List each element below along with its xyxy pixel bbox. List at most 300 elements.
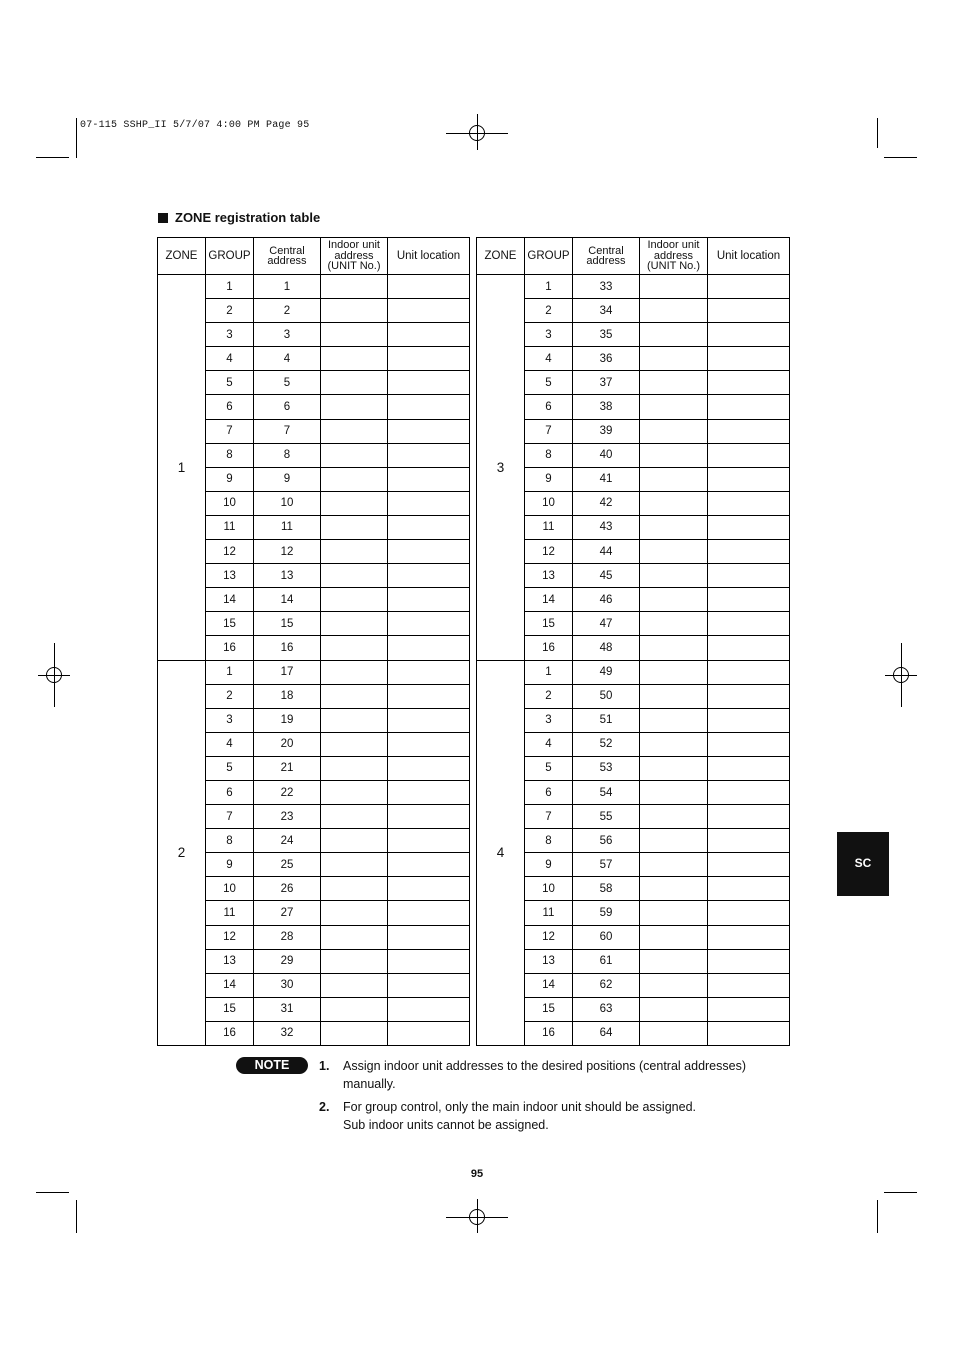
indoor-unit-address-cell[interactable] xyxy=(640,949,708,973)
indoor-unit-address-cell[interactable] xyxy=(321,780,388,804)
table-row xyxy=(477,660,790,684)
group-cell: 5 xyxy=(525,371,573,395)
indoor-unit-address-cell[interactable] xyxy=(321,419,388,443)
group-cell: 14 xyxy=(206,973,254,997)
unit-location-cell[interactable] xyxy=(388,443,470,467)
central-address-cell: 48 xyxy=(573,636,640,660)
unit-location-cell[interactable] xyxy=(708,299,790,323)
group-cell: 10 xyxy=(206,491,254,515)
group-cell: 15 xyxy=(525,997,573,1021)
indoor-unit-address-cell[interactable] xyxy=(640,780,708,804)
group-cell: 6 xyxy=(206,395,254,419)
indoor-unit-address-cell[interactable] xyxy=(640,515,708,539)
group-cell: 3 xyxy=(525,323,573,347)
indoor-unit-address-cell[interactable] xyxy=(321,491,388,515)
unit-location-cell[interactable] xyxy=(708,467,790,491)
group-cell: 16 xyxy=(206,636,254,660)
square-bullet-icon xyxy=(158,213,168,223)
unit-location-cell[interactable] xyxy=(708,588,790,612)
header-indoor-unit-address xyxy=(321,238,388,275)
table-row xyxy=(158,660,470,684)
indoor-unit-address-cell[interactable] xyxy=(321,588,388,612)
note-line: For group control, only the main indoor unit should be assigned. xyxy=(343,1100,696,1114)
central-address-cell: 39 xyxy=(573,419,640,443)
unit-location-cell[interactable] xyxy=(388,299,470,323)
unit-location-cell[interactable] xyxy=(388,684,470,708)
indoor-unit-address-cell[interactable] xyxy=(321,660,388,684)
unit-location-cell[interactable] xyxy=(388,515,470,539)
indoor-unit-address-cell[interactable] xyxy=(640,323,708,347)
indoor-unit-address-cell[interactable] xyxy=(321,853,388,877)
central-address-cell: 3 xyxy=(254,323,321,347)
group-cell: 8 xyxy=(206,829,254,853)
central-address-cell: 52 xyxy=(573,732,640,756)
central-address-cell: 8 xyxy=(254,443,321,467)
unit-location-cell[interactable] xyxy=(388,491,470,515)
unit-location-cell[interactable] xyxy=(708,973,790,997)
central-address-cell: 25 xyxy=(254,853,321,877)
central-address-cell: 13 xyxy=(254,564,321,588)
indoor-unit-address-cell[interactable] xyxy=(640,1021,708,1045)
central-address-cell: 14 xyxy=(254,588,321,612)
indoor-unit-address-cell[interactable] xyxy=(321,540,388,564)
central-address-cell: 4 xyxy=(254,347,321,371)
unit-location-cell[interactable] xyxy=(708,564,790,588)
unit-location-cell[interactable] xyxy=(388,323,470,347)
indoor-unit-address-cell[interactable] xyxy=(321,756,388,780)
central-address-cell: 24 xyxy=(254,829,321,853)
group-cell: 16 xyxy=(525,636,573,660)
indoor-unit-address-cell[interactable] xyxy=(640,925,708,949)
group-cell: 7 xyxy=(525,805,573,829)
central-address-cell: 9 xyxy=(254,467,321,491)
group-cell: 6 xyxy=(525,780,573,804)
unit-location-cell[interactable] xyxy=(388,371,470,395)
group-cell: 14 xyxy=(525,973,573,997)
unit-location-cell[interactable] xyxy=(388,901,470,925)
central-address-cell: 44 xyxy=(573,540,640,564)
indoor-unit-address-cell[interactable] xyxy=(640,443,708,467)
indoor-unit-address-cell[interactable] xyxy=(321,708,388,732)
central-address-cell: 38 xyxy=(573,395,640,419)
unit-location-cell[interactable] xyxy=(708,756,790,780)
group-cell: 10 xyxy=(525,877,573,901)
header-central-line2: address xyxy=(267,255,307,267)
central-address-cell: 30 xyxy=(254,973,321,997)
central-address-cell: 12 xyxy=(254,540,321,564)
group-cell: 11 xyxy=(206,515,254,539)
header-indoor-line2: address xyxy=(334,249,374,262)
group-cell: 9 xyxy=(206,853,254,877)
header-group: GROUP xyxy=(206,238,254,275)
indoor-unit-address-cell[interactable] xyxy=(321,275,388,299)
indoor-unit-address-cell[interactable] xyxy=(640,371,708,395)
central-address-cell: 43 xyxy=(573,515,640,539)
unit-location-cell[interactable] xyxy=(388,612,470,636)
indoor-unit-address-cell[interactable] xyxy=(321,829,388,853)
group-cell: 2 xyxy=(206,299,254,323)
unit-location-cell[interactable] xyxy=(388,540,470,564)
indoor-unit-address-cell[interactable] xyxy=(321,395,388,419)
unit-location-cell[interactable] xyxy=(388,732,470,756)
header-group: GROUP xyxy=(525,238,573,275)
unit-location-cell[interactable] xyxy=(708,275,790,299)
unit-location-cell[interactable] xyxy=(708,443,790,467)
unit-location-cell[interactable] xyxy=(708,347,790,371)
page-number: 95 xyxy=(470,1168,484,1180)
note-line: Sub indoor units cannot be assigned. xyxy=(343,1118,549,1132)
central-address-cell: 55 xyxy=(573,805,640,829)
note-line: Assign indoor unit addresses to the desired positions (central addresses) xyxy=(343,1059,746,1073)
section-title xyxy=(158,210,320,225)
central-address-cell: 50 xyxy=(573,684,640,708)
indoor-unit-address-cell[interactable] xyxy=(321,732,388,756)
table-header-row xyxy=(158,238,470,275)
central-address-cell: 29 xyxy=(254,949,321,973)
central-address-cell: 16 xyxy=(254,636,321,660)
central-address-cell: 35 xyxy=(573,323,640,347)
indoor-unit-address-cell[interactable] xyxy=(321,877,388,901)
unit-location-cell[interactable] xyxy=(708,780,790,804)
print-slug: 07-115 SSHP_II 5/7/07 4:00 PM Page 95 xyxy=(80,120,310,131)
indoor-unit-address-cell[interactable] xyxy=(321,636,388,660)
group-cell: 5 xyxy=(206,371,254,395)
unit-location-cell[interactable] xyxy=(388,419,470,443)
indoor-unit-address-cell[interactable] xyxy=(640,901,708,925)
group-cell: 8 xyxy=(206,443,254,467)
unit-location-cell[interactable] xyxy=(708,515,790,539)
central-address-cell: 20 xyxy=(254,732,321,756)
header-indoor-unit-address xyxy=(640,238,708,275)
unit-location-cell[interactable] xyxy=(708,925,790,949)
unit-location-cell[interactable] xyxy=(708,419,790,443)
indoor-unit-address-cell[interactable] xyxy=(321,684,388,708)
group-cell: 8 xyxy=(525,443,573,467)
group-cell: 12 xyxy=(525,540,573,564)
table-row xyxy=(477,275,790,299)
group-cell: 9 xyxy=(206,467,254,491)
note-badge: NOTE xyxy=(236,1057,308,1074)
indoor-unit-address-cell[interactable] xyxy=(640,853,708,877)
group-cell: 1 xyxy=(525,275,573,299)
central-address-cell: 59 xyxy=(573,901,640,925)
unit-location-cell[interactable] xyxy=(708,491,790,515)
indoor-unit-address-cell[interactable] xyxy=(640,973,708,997)
zone-cell: 3 xyxy=(477,275,525,661)
central-address-cell: 34 xyxy=(573,299,640,323)
indoor-unit-address-cell[interactable] xyxy=(640,612,708,636)
central-address-cell: 32 xyxy=(254,1021,321,1045)
group-cell: 6 xyxy=(525,395,573,419)
header-unit-location: Unit location xyxy=(388,238,470,275)
note-item-1 xyxy=(319,1057,746,1093)
group-cell: 4 xyxy=(525,732,573,756)
indoor-unit-address-cell[interactable] xyxy=(321,347,388,371)
indoor-unit-address-cell[interactable] xyxy=(640,997,708,1021)
note-line: manually. xyxy=(343,1077,396,1091)
indoor-unit-address-cell[interactable] xyxy=(321,949,388,973)
unit-location-cell[interactable] xyxy=(708,395,790,419)
header-zone: ZONE xyxy=(477,238,525,275)
unit-location-cell[interactable] xyxy=(388,925,470,949)
central-address-cell: 10 xyxy=(254,491,321,515)
table-row xyxy=(158,275,470,299)
group-cell: 12 xyxy=(206,540,254,564)
indoor-unit-address-cell[interactable] xyxy=(640,636,708,660)
unit-location-cell[interactable] xyxy=(388,564,470,588)
central-address-cell: 22 xyxy=(254,780,321,804)
central-address-cell: 28 xyxy=(254,925,321,949)
indoor-unit-address-cell[interactable] xyxy=(321,467,388,491)
indoor-unit-address-cell[interactable] xyxy=(640,829,708,853)
group-cell: 4 xyxy=(206,732,254,756)
central-address-cell: 56 xyxy=(573,829,640,853)
group-cell: 14 xyxy=(206,588,254,612)
unit-location-cell[interactable] xyxy=(708,612,790,636)
unit-location-cell[interactable] xyxy=(388,1021,470,1045)
indoor-unit-address-cell[interactable] xyxy=(640,564,708,588)
table-header-row xyxy=(477,238,790,275)
header-indoor-line3: (UNIT No.) xyxy=(327,260,381,273)
unit-location-cell[interactable] xyxy=(708,949,790,973)
group-cell: 7 xyxy=(206,805,254,829)
group-cell: 16 xyxy=(206,1021,254,1045)
unit-location-cell[interactable] xyxy=(708,684,790,708)
unit-location-cell[interactable] xyxy=(388,805,470,829)
central-address-cell: 33 xyxy=(573,275,640,299)
unit-location-cell[interactable] xyxy=(708,636,790,660)
indoor-unit-address-cell[interactable] xyxy=(640,299,708,323)
unit-location-cell[interactable] xyxy=(388,708,470,732)
indoor-unit-address-cell[interactable] xyxy=(321,515,388,539)
unit-location-cell[interactable] xyxy=(708,805,790,829)
header-indoor-line1: Indoor unit xyxy=(328,239,380,252)
indoor-unit-address-cell[interactable] xyxy=(321,443,388,467)
central-address-cell: 63 xyxy=(573,997,640,1021)
indoor-unit-address-cell[interactable] xyxy=(640,491,708,515)
indoor-unit-address-cell[interactable] xyxy=(640,805,708,829)
unit-location-cell[interactable] xyxy=(388,780,470,804)
group-cell: 11 xyxy=(206,901,254,925)
header-indoor-line3: (UNIT No.) xyxy=(647,260,700,273)
central-address-cell: 60 xyxy=(573,925,640,949)
central-address-cell: 41 xyxy=(573,467,640,491)
central-address-cell: 11 xyxy=(254,515,321,539)
unit-location-cell[interactable] xyxy=(708,540,790,564)
unit-location-cell[interactable] xyxy=(708,660,790,684)
indoor-unit-address-cell[interactable] xyxy=(640,347,708,371)
unit-location-cell[interactable] xyxy=(388,467,470,491)
central-address-cell: 62 xyxy=(573,973,640,997)
zone-cell: 4 xyxy=(477,660,525,1046)
central-address-cell: 17 xyxy=(254,660,321,684)
indoor-unit-address-cell[interactable] xyxy=(321,371,388,395)
unit-location-cell[interactable] xyxy=(708,708,790,732)
group-cell: 12 xyxy=(525,925,573,949)
unit-location-cell[interactable] xyxy=(708,901,790,925)
header-central-line1: Central xyxy=(588,244,624,257)
group-cell: 4 xyxy=(525,347,573,371)
group-cell: 2 xyxy=(525,299,573,323)
unit-location-cell[interactable] xyxy=(388,347,470,371)
central-address-cell: 45 xyxy=(573,564,640,588)
group-cell: 16 xyxy=(525,1021,573,1045)
zone-cell: 2 xyxy=(158,660,206,1046)
group-cell: 11 xyxy=(525,515,573,539)
central-address-cell: 57 xyxy=(573,853,640,877)
group-cell: 11 xyxy=(525,901,573,925)
group-cell: 5 xyxy=(525,756,573,780)
group-cell: 7 xyxy=(525,419,573,443)
zone-cell: 1 xyxy=(158,275,206,661)
indoor-unit-address-cell[interactable] xyxy=(321,805,388,829)
central-address-cell: 51 xyxy=(573,708,640,732)
unit-location-cell[interactable] xyxy=(388,853,470,877)
indoor-unit-address-cell[interactable] xyxy=(321,973,388,997)
central-address-cell: 27 xyxy=(254,901,321,925)
central-address-cell: 2 xyxy=(254,299,321,323)
indoor-unit-address-cell[interactable] xyxy=(321,323,388,347)
group-cell: 6 xyxy=(206,780,254,804)
indoor-unit-address-cell[interactable] xyxy=(321,564,388,588)
group-cell: 1 xyxy=(206,275,254,299)
central-address-cell: 26 xyxy=(254,877,321,901)
central-address-cell: 7 xyxy=(254,419,321,443)
central-address-cell: 36 xyxy=(573,347,640,371)
central-address-cell: 53 xyxy=(573,756,640,780)
central-address-cell: 46 xyxy=(573,588,640,612)
language-side-tab: SC xyxy=(837,832,889,896)
group-cell: 15 xyxy=(525,612,573,636)
section-title-text: ZONE registration table xyxy=(175,210,321,225)
group-cell: 14 xyxy=(525,588,573,612)
indoor-unit-address-cell[interactable] xyxy=(640,684,708,708)
header-central-line2: address xyxy=(586,255,626,267)
group-cell: 15 xyxy=(206,997,254,1021)
unit-location-cell[interactable] xyxy=(708,732,790,756)
unit-location-cell[interactable] xyxy=(708,371,790,395)
group-cell: 13 xyxy=(206,564,254,588)
indoor-unit-address-cell[interactable] xyxy=(640,732,708,756)
zone-table-left xyxy=(157,237,470,1046)
note-item-2 xyxy=(319,1098,696,1134)
unit-location-cell[interactable] xyxy=(388,588,470,612)
group-cell: 12 xyxy=(206,925,254,949)
unit-location-cell[interactable] xyxy=(388,395,470,419)
group-cell: 8 xyxy=(525,829,573,853)
unit-location-cell[interactable] xyxy=(708,853,790,877)
header-central-address xyxy=(254,238,321,275)
unit-location-cell[interactable] xyxy=(708,877,790,901)
indoor-unit-address-cell[interactable] xyxy=(640,756,708,780)
unit-location-cell[interactable] xyxy=(708,1021,790,1045)
indoor-unit-address-cell[interactable] xyxy=(321,901,388,925)
central-address-cell: 64 xyxy=(573,1021,640,1045)
group-cell: 9 xyxy=(525,467,573,491)
indoor-unit-address-cell[interactable] xyxy=(640,540,708,564)
indoor-unit-address-cell[interactable] xyxy=(321,997,388,1021)
note-number: 2. xyxy=(319,1100,330,1114)
central-address-cell: 61 xyxy=(573,949,640,973)
central-address-cell: 54 xyxy=(573,780,640,804)
group-cell: 2 xyxy=(525,684,573,708)
central-address-cell: 37 xyxy=(573,371,640,395)
unit-location-cell[interactable] xyxy=(388,877,470,901)
unit-location-cell[interactable] xyxy=(388,829,470,853)
group-cell: 1 xyxy=(525,660,573,684)
indoor-unit-address-cell[interactable] xyxy=(640,467,708,491)
central-address-cell: 18 xyxy=(254,684,321,708)
indoor-unit-address-cell[interactable] xyxy=(321,612,388,636)
header-indoor-line1: Indoor unit xyxy=(647,239,700,252)
group-cell: 10 xyxy=(525,491,573,515)
unit-location-cell[interactable] xyxy=(388,949,470,973)
central-address-cell: 6 xyxy=(254,395,321,419)
note-text xyxy=(343,1098,696,1134)
central-address-cell: 31 xyxy=(254,997,321,1021)
central-address-cell: 5 xyxy=(254,371,321,395)
group-cell: 15 xyxy=(206,612,254,636)
unit-location-cell[interactable] xyxy=(708,323,790,347)
central-address-cell: 19 xyxy=(254,708,321,732)
indoor-unit-address-cell[interactable] xyxy=(321,299,388,323)
group-cell: 3 xyxy=(206,708,254,732)
unit-location-cell[interactable] xyxy=(388,997,470,1021)
indoor-unit-address-cell[interactable] xyxy=(640,419,708,443)
indoor-unit-address-cell[interactable] xyxy=(640,275,708,299)
header-unit-location: Unit location xyxy=(708,238,790,275)
indoor-unit-address-cell[interactable] xyxy=(640,877,708,901)
group-cell: 5 xyxy=(206,756,254,780)
header-indoor-line2: address xyxy=(653,249,694,262)
group-cell: 1 xyxy=(206,660,254,684)
indoor-unit-address-cell[interactable] xyxy=(640,708,708,732)
unit-location-cell[interactable] xyxy=(388,636,470,660)
central-address-cell: 23 xyxy=(254,805,321,829)
unit-location-cell[interactable] xyxy=(388,756,470,780)
central-address-cell: 15 xyxy=(254,612,321,636)
unit-location-cell[interactable] xyxy=(708,997,790,1021)
group-cell: 4 xyxy=(206,347,254,371)
indoor-unit-address-cell[interactable] xyxy=(640,588,708,612)
group-cell: 10 xyxy=(206,877,254,901)
indoor-unit-address-cell[interactable] xyxy=(321,1021,388,1045)
group-cell: 13 xyxy=(206,949,254,973)
group-cell: 3 xyxy=(525,708,573,732)
group-cell: 3 xyxy=(206,323,254,347)
note-number: 1. xyxy=(319,1059,330,1073)
header-central-address xyxy=(573,238,640,275)
central-address-cell: 40 xyxy=(573,443,640,467)
unit-location-cell[interactable] xyxy=(708,829,790,853)
central-address-cell: 58 xyxy=(573,877,640,901)
unit-location-cell[interactable] xyxy=(388,275,470,299)
zone-table-right xyxy=(476,237,790,1046)
unit-location-cell[interactable] xyxy=(388,973,470,997)
group-cell: 9 xyxy=(525,853,573,877)
indoor-unit-address-cell[interactable] xyxy=(640,395,708,419)
unit-location-cell[interactable] xyxy=(388,660,470,684)
note-text xyxy=(343,1057,746,1093)
group-cell: 13 xyxy=(525,949,573,973)
central-address-cell: 47 xyxy=(573,612,640,636)
group-cell: 2 xyxy=(206,684,254,708)
group-cell: 13 xyxy=(525,564,573,588)
header-central-line1: Central xyxy=(269,244,305,257)
indoor-unit-address-cell[interactable] xyxy=(321,925,388,949)
indoor-unit-address-cell[interactable] xyxy=(640,660,708,684)
central-address-cell: 1 xyxy=(254,275,321,299)
